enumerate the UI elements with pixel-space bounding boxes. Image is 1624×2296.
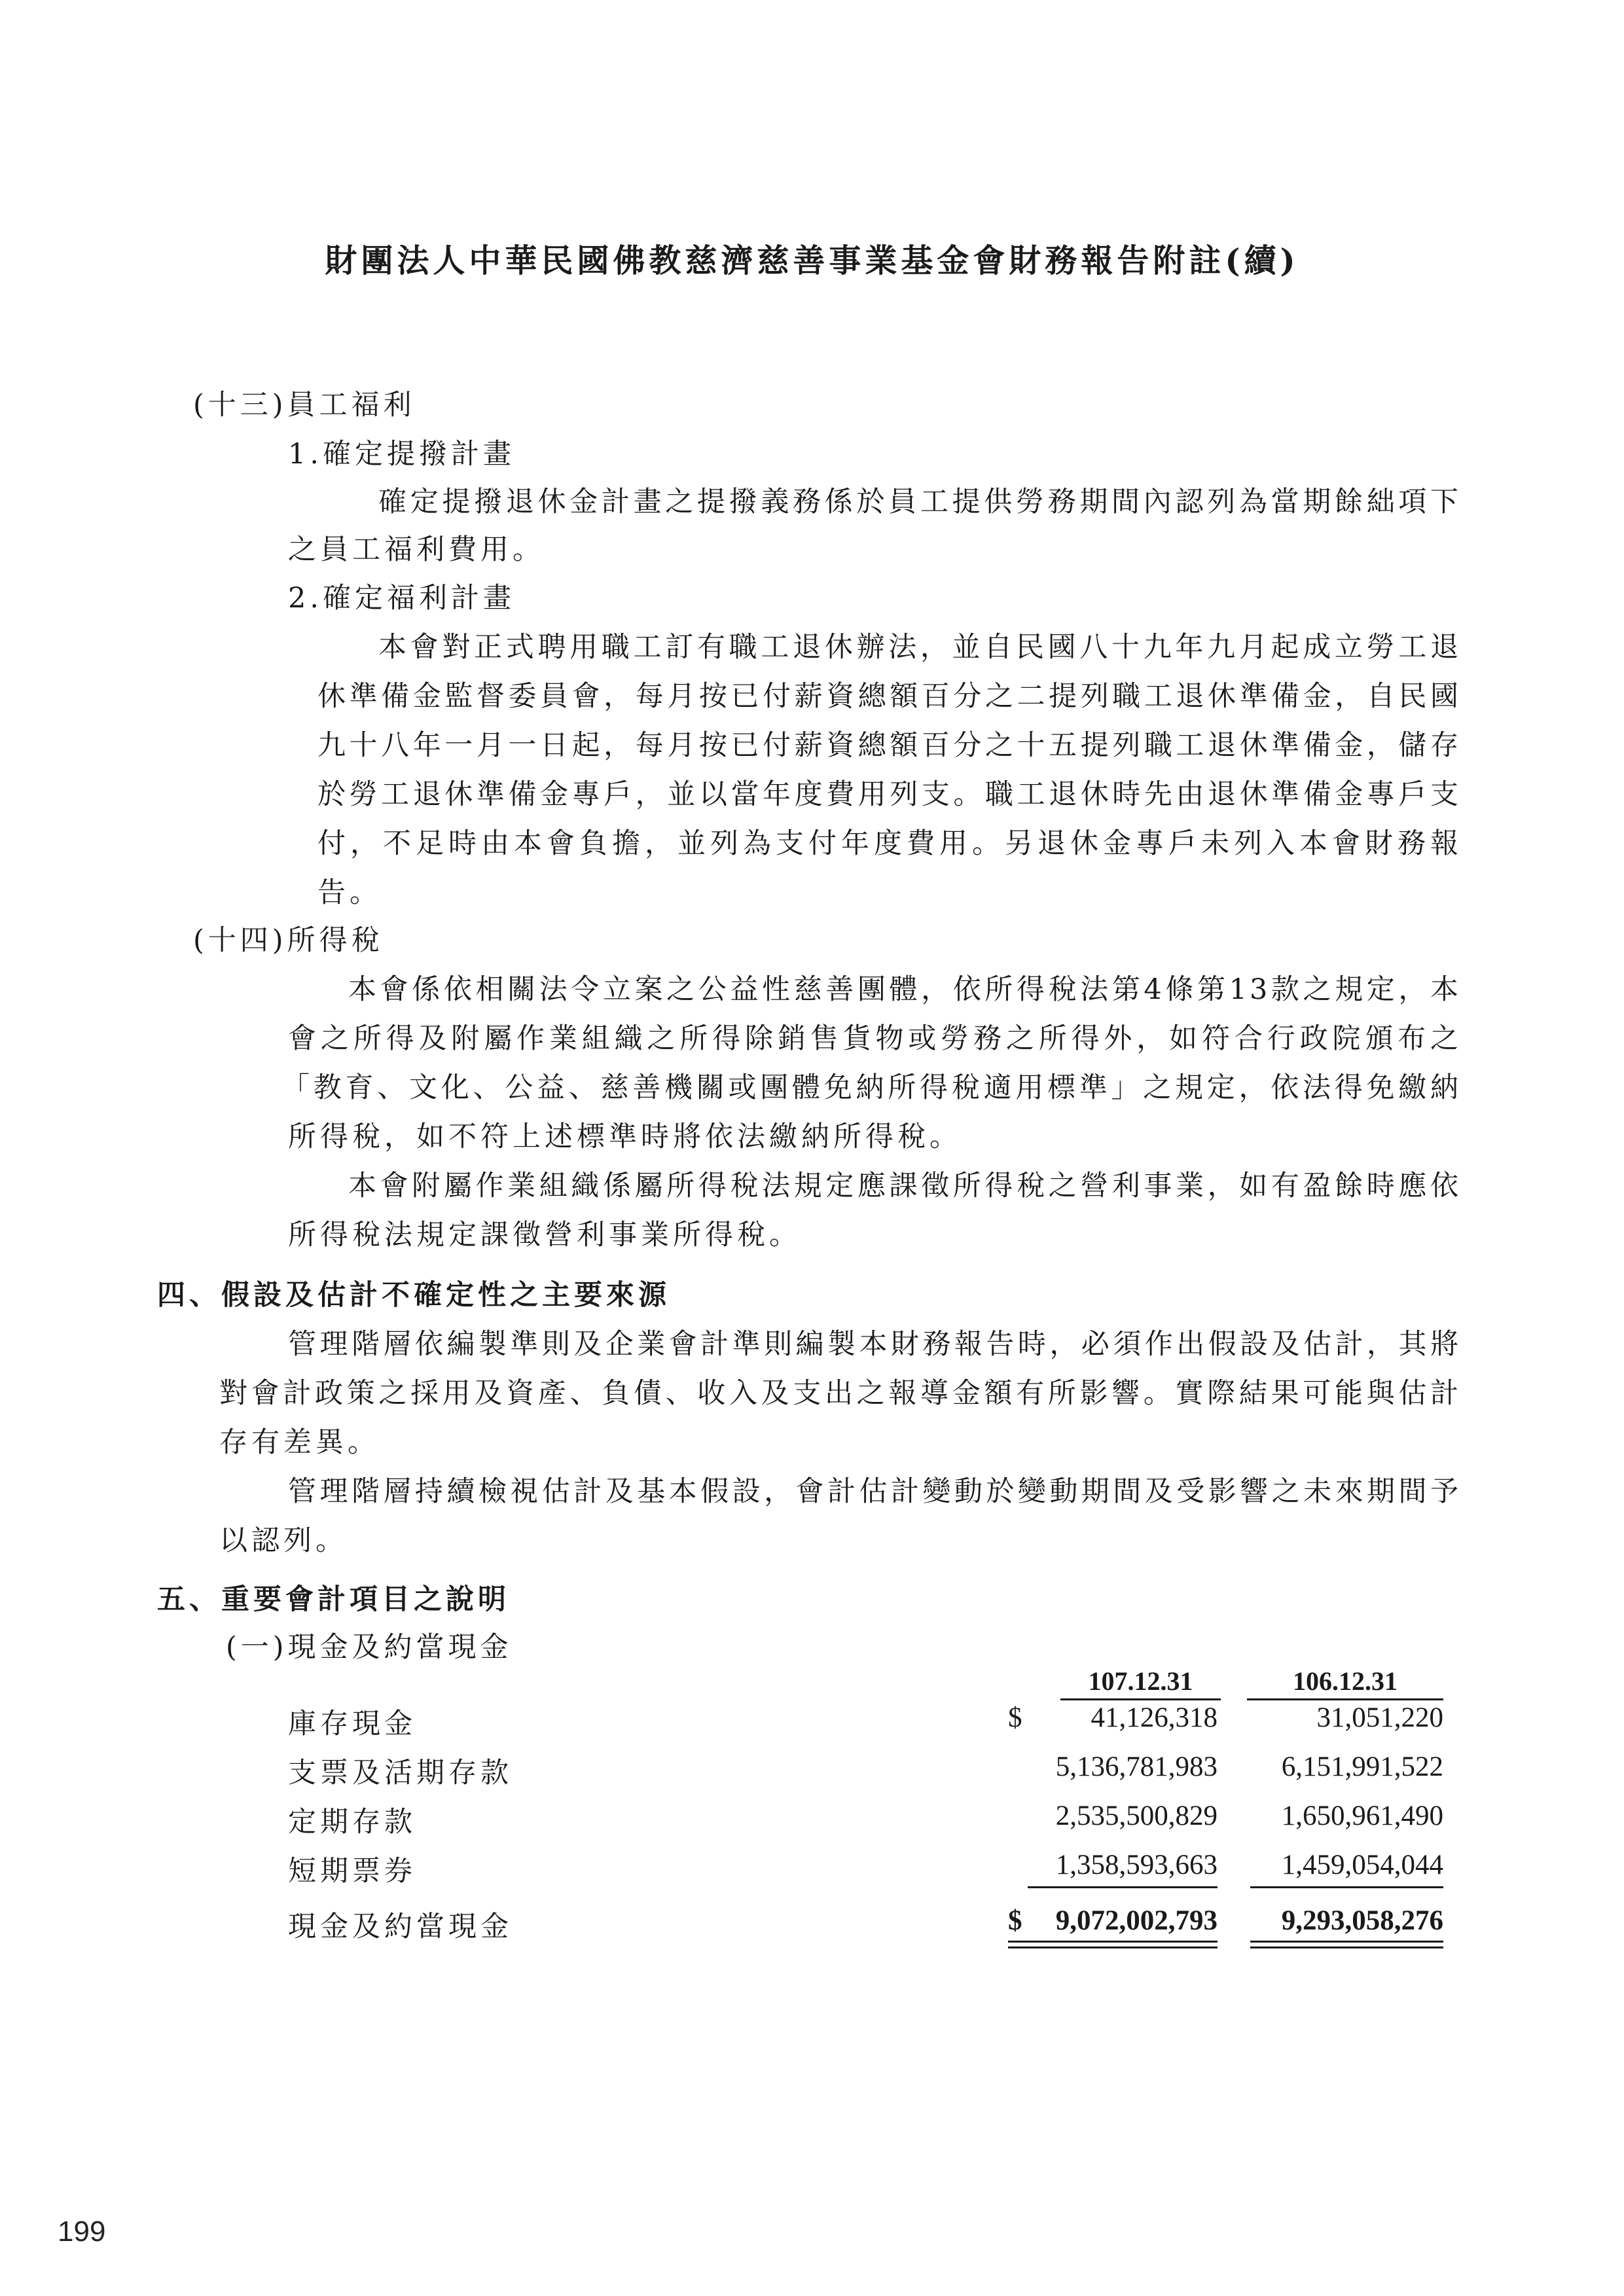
section-5-heading: 五、重要會計項目之說明 bbox=[157, 1583, 510, 1616]
total-2018: 9,072,002,793 bbox=[1055, 1905, 1218, 1936]
value-2017: 6,151,991,522 bbox=[1281, 1751, 1443, 1782]
paragraph-line: 本會對正式聘用職工訂有職工退休辦法，並自民國八十九年九月起成立勞工退 bbox=[378, 631, 1461, 664]
paragraph-line: 會之所得及附屬作業組織之所得除銷售貨物或勞務之所得外，如符合行政院頒布之 bbox=[288, 1022, 1461, 1055]
paragraph-line: 九十八年一月一日起，每月按已付薪資總額百分之十五提列職工退休準備金，儲存 bbox=[317, 729, 1461, 762]
value-2018: 1,358,593,663 bbox=[1055, 1850, 1218, 1880]
paragraph-line: 所得稅法規定課徵營利事業所得稅。 bbox=[288, 1219, 801, 1251]
value-2017: 31,051,220 bbox=[1316, 1702, 1443, 1733]
paragraph-line: 管理階層持續檢視估計及基本假設，會計估計變動於變動期間及受影響之未來期間予 bbox=[288, 1475, 1461, 1508]
section-14-heading: (十四)所得稅 bbox=[193, 924, 384, 957]
paragraph-line: 本會附屬作業組織係屬所得稅法規定應課徵所得稅之營利事業，如有盈餘時應依 bbox=[348, 1170, 1461, 1202]
row-label: 庫存現金 bbox=[288, 1708, 416, 1740]
page-title: 財團法人中華民國佛教慈濟慈善事業基金會財務報告附註(續) bbox=[325, 242, 1299, 279]
value-2018: 5,136,781,983 bbox=[1055, 1751, 1218, 1782]
paragraph-line: 本會係依相關法令立案之公益性慈善團體，依所得稅法第4條第13款之規定，本 bbox=[348, 973, 1461, 1006]
row-label: 支票及活期存款 bbox=[288, 1757, 513, 1789]
section-13-heading: (十三)員工福利 bbox=[193, 389, 416, 422]
paragraph-line: 之員工福利費用。 bbox=[288, 533, 545, 566]
paragraph-line: 對會計政策之採用及資產、負債、收入及支出之報導金額有所影響。實際結果可能與估計 bbox=[219, 1377, 1461, 1410]
subtotal-underline bbox=[1028, 1886, 1218, 1888]
paragraph-line: 付，不足時由本會負擔，並列為支付年度費用。另退休金專戶未列入本會財務報 bbox=[317, 827, 1461, 860]
paragraph-line: 告。 bbox=[317, 876, 382, 909]
currency-symbol: $ bbox=[1008, 1905, 1022, 1936]
value-2017: 1,650,961,490 bbox=[1281, 1801, 1443, 1831]
paragraph-line: 於勞工退休準備金專戶，並以當年度費用列支。職工退休時先由退休準備金專戶支 bbox=[317, 778, 1461, 811]
paragraph-line: 休準備金監督委員會，每月按已付薪資總額百分之二提列職工退休準備金，自民國 bbox=[317, 680, 1461, 713]
paragraph-line: 以認列。 bbox=[219, 1524, 348, 1557]
subsection-defined-benefit-heading: 2.確定福利計畫 bbox=[288, 582, 516, 615]
header-underline bbox=[1247, 1698, 1443, 1700]
currency-symbol: $ bbox=[1008, 1702, 1022, 1733]
total-label: 現金及約當現金 bbox=[288, 1910, 513, 1943]
paragraph-line: 所得稅，如不符上述標準時將依法繳納所得稅。 bbox=[288, 1121, 962, 1153]
table-row bbox=[0, 1702, 1624, 1748]
column-header-2017 bbox=[1247, 1666, 1443, 1696]
paragraph-line: 確定提撥退休金計畫之提撥義務係於員工提供勞務期間內認列為當期餘絀項下 bbox=[378, 486, 1461, 518]
subsection-cash-heading: (一)現金及約當現金 bbox=[226, 1631, 513, 1664]
total-double-underline bbox=[1008, 1941, 1218, 1948]
column-header-label: 106.12.31 bbox=[1293, 1666, 1398, 1696]
column-header-label: 107.12.31 bbox=[1088, 1666, 1193, 1696]
header-underline bbox=[1060, 1698, 1221, 1700]
value-2018: 2,535,500,829 bbox=[1055, 1801, 1218, 1831]
total-double-underline bbox=[1250, 1941, 1443, 1948]
row-label: 短期票券 bbox=[288, 1855, 416, 1888]
value-2017: 1,459,054,044 bbox=[1281, 1850, 1443, 1880]
subtotal-underline bbox=[1250, 1886, 1443, 1888]
table-row bbox=[0, 1800, 1624, 1846]
total-2017: 9,293,058,276 bbox=[1281, 1905, 1443, 1936]
table-row bbox=[0, 1751, 1624, 1797]
section-4-heading: 四、假設及估計不確定性之主要來源 bbox=[157, 1279, 670, 1312]
column-header-2018 bbox=[1060, 1666, 1221, 1696]
paragraph-line: 管理階層依編製準則及企業會計準則編製本財務報告時，必須作出假設及估計，其將 bbox=[288, 1328, 1461, 1361]
subsection-defined-contribution-heading: 1.確定提撥計畫 bbox=[288, 438, 516, 471]
paragraph-line: 「教育、文化、公益、慈善機關或團體免納所得稅適用標準」之規定，依法得免繳納 bbox=[281, 1071, 1461, 1104]
row-label: 定期存款 bbox=[288, 1806, 416, 1839]
paragraph-line: 存有差異。 bbox=[219, 1426, 380, 1459]
page-number: 199 bbox=[58, 2215, 106, 2248]
value-2018: 41,126,318 bbox=[1091, 1702, 1218, 1733]
